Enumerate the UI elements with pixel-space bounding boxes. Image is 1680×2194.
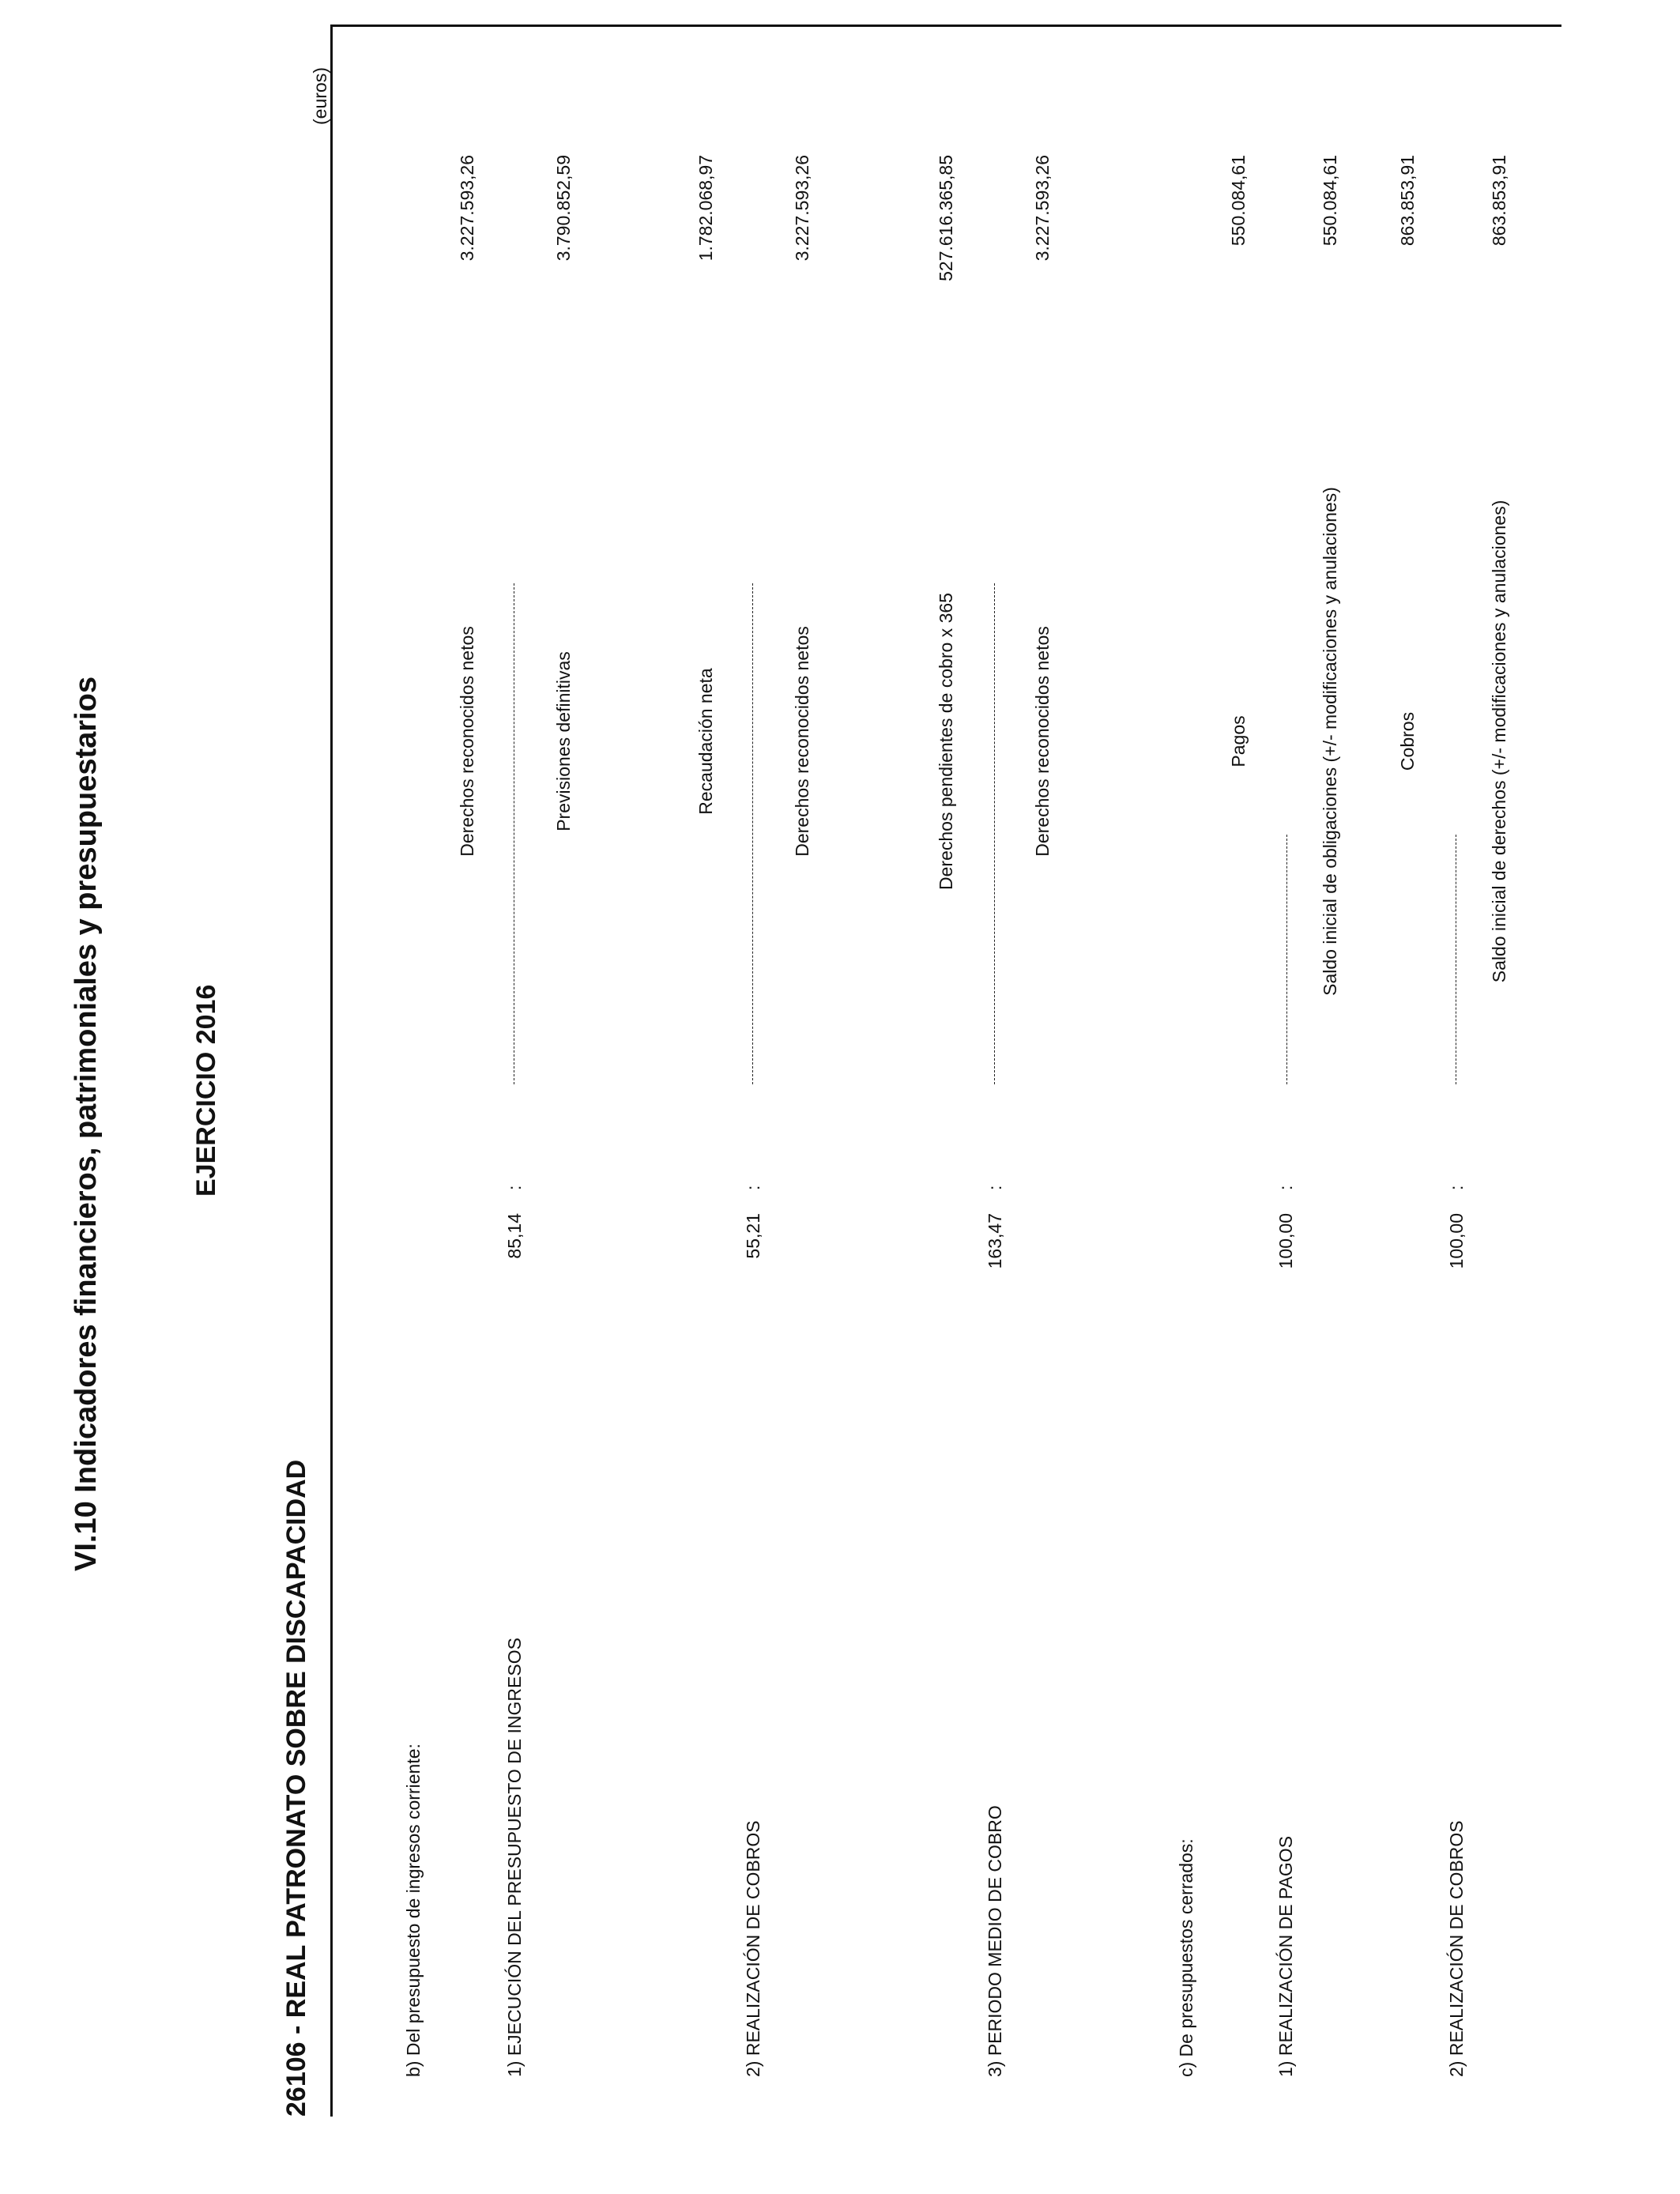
indicator-result: 100,00 xyxy=(1275,1213,1296,1269)
right-rule xyxy=(330,25,1561,27)
denominator-value: 3.227.593,26 xyxy=(1032,155,1053,262)
indicator-result: 163,47 xyxy=(985,1213,1005,1269)
numerator-value: 3.227.593,26 xyxy=(457,155,477,262)
numerator-label: Derechos pendientes de cobro x 365 xyxy=(936,593,956,890)
fraction-line xyxy=(1286,835,1287,1084)
denominator-label: Previsiones definitivas xyxy=(553,651,574,831)
numerator-label: Cobros xyxy=(1397,711,1418,771)
units-label: (euros) xyxy=(310,67,330,125)
numerator-label: Recaudación neta xyxy=(695,668,716,815)
ratio-separator: : xyxy=(1446,1185,1467,1190)
denominator-value: 863.853,91 xyxy=(1489,155,1509,247)
numerator-label: Pagos xyxy=(1228,715,1249,767)
numerator-value: 863.853,91 xyxy=(1397,155,1418,247)
section-heading: c) De presupuestos cerrados: xyxy=(1176,1838,1196,2077)
indicator-label: 1) REALIZACIÓN DE PAGOS xyxy=(1275,1835,1296,2077)
denominator-value: 3.227.593,26 xyxy=(792,155,812,262)
denominator-label: Saldo inicial de derechos (+/- modificaciones y anulaciones) xyxy=(1489,499,1509,983)
indicator-label: 1) EJECUCIÓN DEL PRESUPUESTO DE INGRESOS xyxy=(504,1638,525,2077)
numerator-label: Derechos reconocidos netos xyxy=(457,626,477,857)
section-heading: b) Del presupuesto de ingresos corriente: xyxy=(403,1744,424,2077)
denominator-label: Derechos reconocidos netos xyxy=(792,626,812,857)
denominator-value: 3.790.852,59 xyxy=(553,155,574,262)
ratio-separator: : xyxy=(743,1185,763,1190)
indicator-label: 3) PERIODO MEDIO DE COBRO xyxy=(985,1805,1005,2077)
ratio-separator: : xyxy=(985,1185,1005,1190)
indicator-result: 85,14 xyxy=(504,1213,525,1259)
indicator-result: 55,21 xyxy=(743,1213,763,1259)
denominator-label: Derechos reconocidos netos xyxy=(1032,626,1053,857)
ratio-separator: : xyxy=(1275,1185,1296,1190)
indicator-label: 2) REALIZACIÓN DE COBROS xyxy=(743,1820,763,2077)
ratio-separator: : xyxy=(504,1185,525,1190)
numerator-value: 550.084,61 xyxy=(1228,155,1249,247)
fraction-line xyxy=(752,583,753,1084)
numerator-value: 1.782.068,97 xyxy=(695,155,716,262)
denominator-value: 550.084,61 xyxy=(1320,155,1340,247)
numerator-value: 527.616.365,85 xyxy=(936,155,956,281)
denominator-label: Saldo inicial de obligaciones (+/- modificaciones y anulaciones) xyxy=(1320,487,1340,996)
fraction-line xyxy=(994,583,995,1084)
indicator-label: 2) REALIZACIÓN DE COBROS xyxy=(1446,1820,1467,2077)
report-title: VI.10 Indicadores financieros, patrimoniales y presupuestarios xyxy=(70,677,103,1571)
exercise-title: EJERCICIO 2016 xyxy=(191,984,221,1197)
top-rule xyxy=(330,26,333,2117)
entity-title: 26106 - REAL PATRONATO SOBRE DISCAPACIDAD xyxy=(281,1459,311,2117)
indicator-result: 100,00 xyxy=(1446,1213,1467,1269)
